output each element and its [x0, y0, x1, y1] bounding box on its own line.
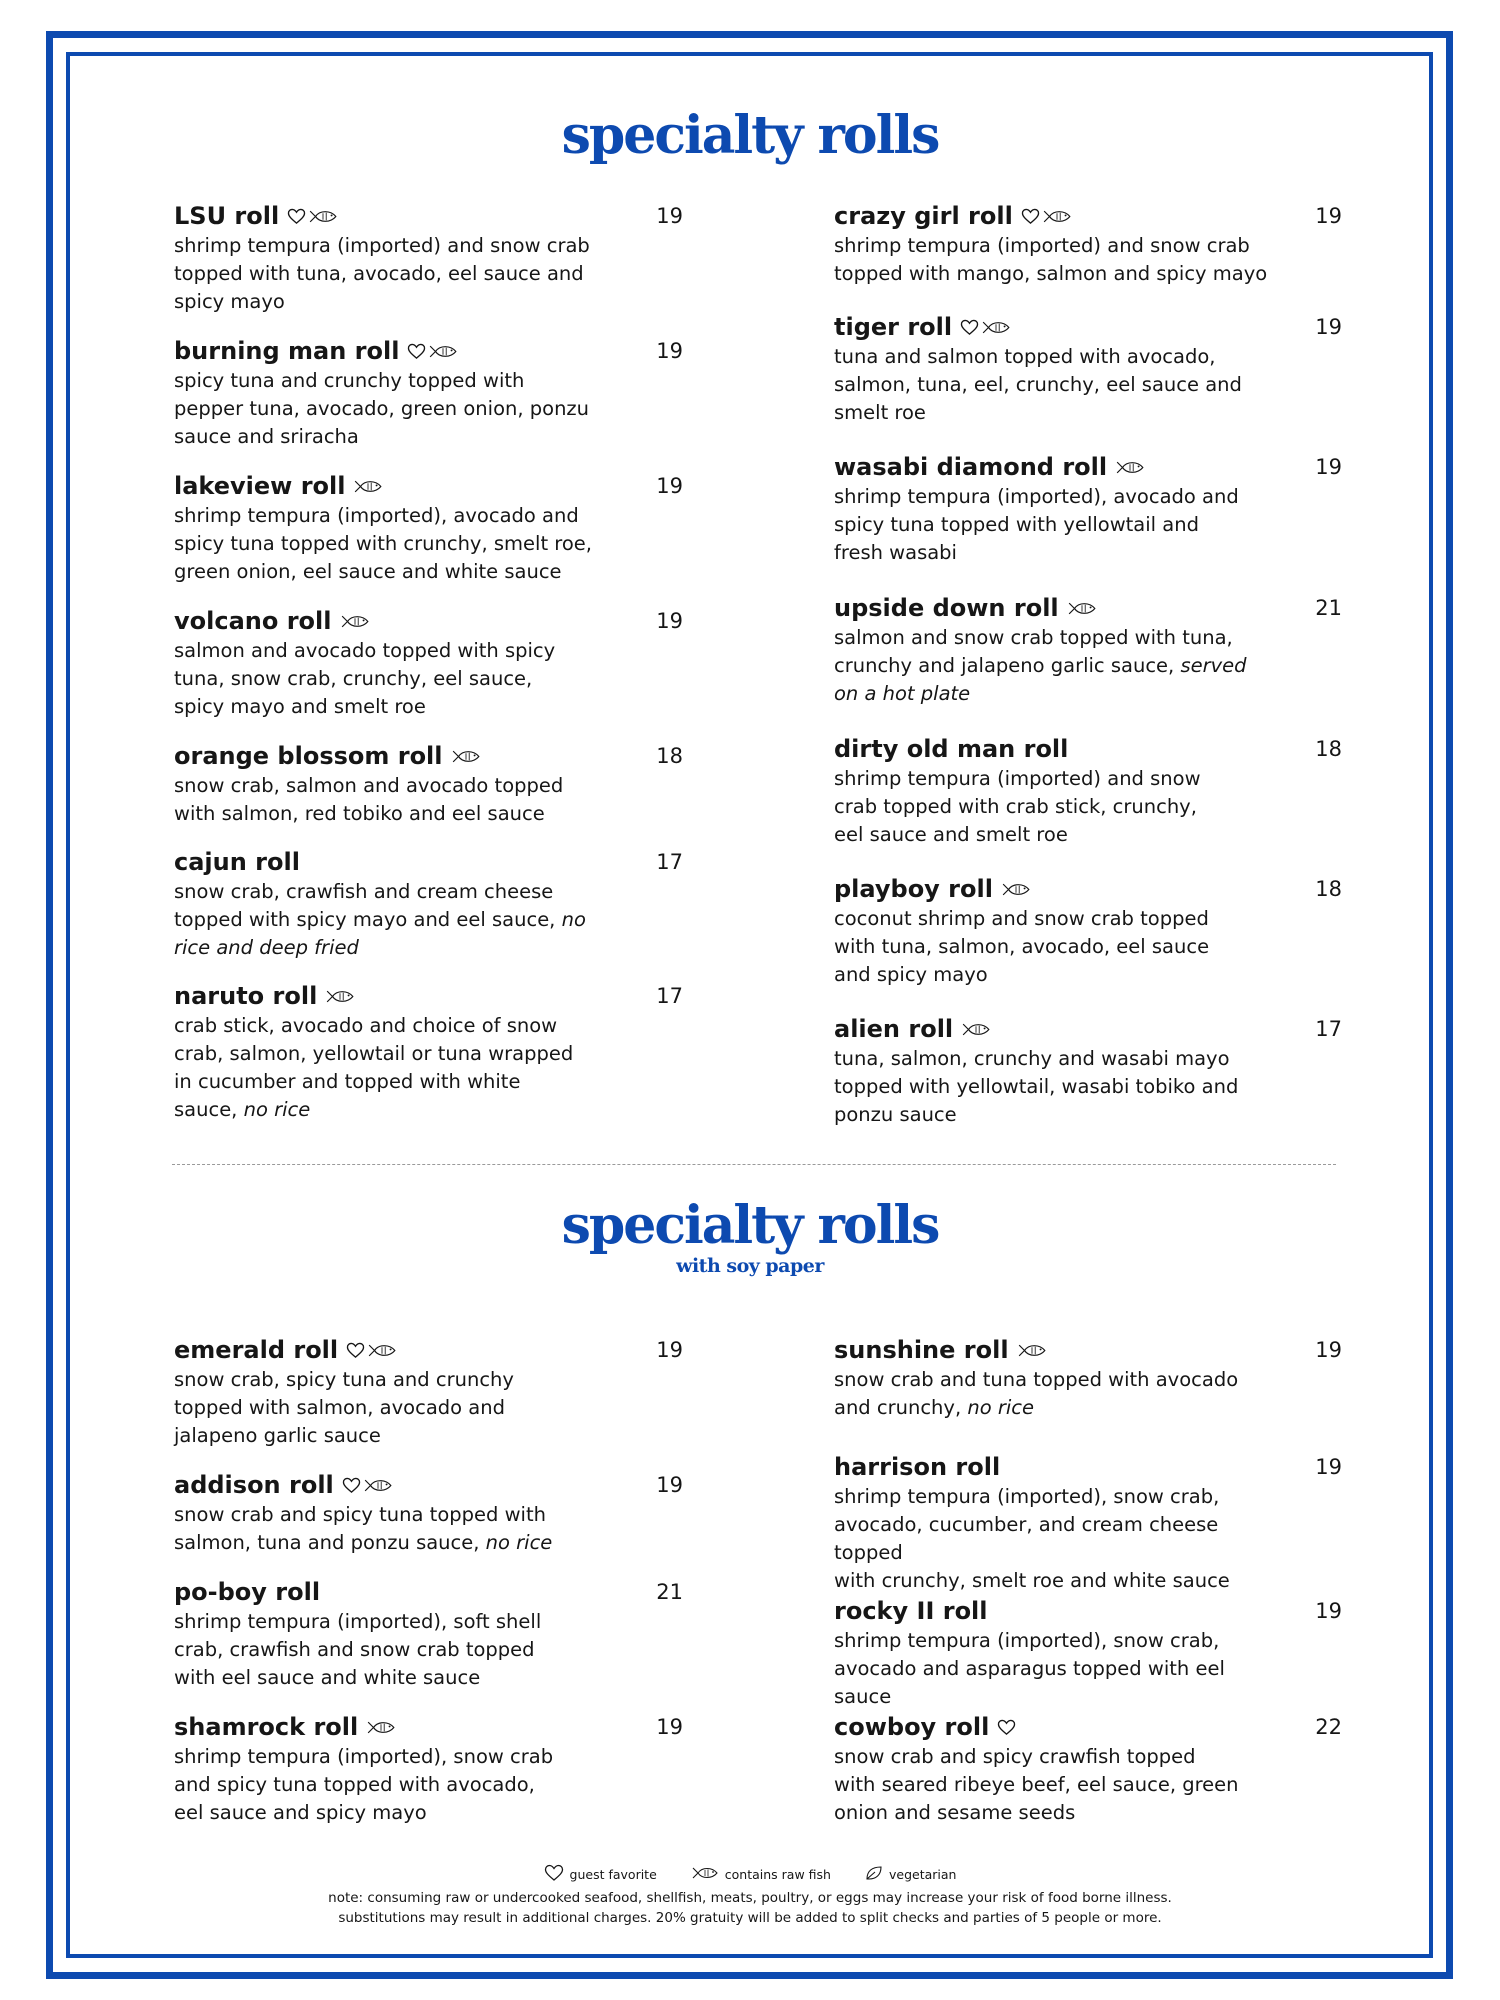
item-description-line: eel sauce and smelt roe	[834, 823, 1068, 846]
fish-icon	[1115, 460, 1145, 475]
item-description-line: crab stick, avocado and choice of snow	[174, 1014, 558, 1037]
item-description-line: shrimp tempura (imported), avocado and	[174, 504, 579, 527]
disclaimer-note-line-1: note: consuming raw or undercooked seafood, shellfish, meats, poultry, or eggs may increase your risk of food borne illness.	[328, 1890, 1172, 1906]
item-description	[174, 502, 614, 586]
fish-icon	[1001, 882, 1031, 897]
item-name: playboy roll	[834, 875, 993, 903]
item-note: no rice and deep fried	[174, 908, 586, 959]
item-icons	[346, 1342, 397, 1359]
legend-label: guest favorite	[569, 1867, 657, 1882]
item-icons	[353, 479, 383, 494]
item-description-line: onion and sesame seeds	[834, 1801, 1076, 1824]
item-price: 22	[1315, 1715, 1342, 1739]
item-description-line: tuna and salmon topped with avocado,	[834, 345, 1216, 368]
item-price: 19	[656, 204, 683, 228]
item-description-line: green onion, eel sauce and white sauce	[174, 560, 562, 583]
item-note: served on a hot plate	[834, 654, 1247, 705]
item-name: dirty old man roll	[834, 735, 1069, 763]
item-description-line: crunchy and jalapeno garlic sauce,	[834, 654, 1175, 677]
menu-item	[174, 1334, 734, 1450]
item-description-line: spicy tuna topped with yellowtail and	[834, 513, 1199, 536]
icon-legend	[0, 1864, 1500, 1885]
item-name: orange blossom roll	[174, 742, 443, 770]
menu-item	[174, 846, 734, 962]
item-name: naruto roll	[174, 982, 318, 1010]
legend-vegetarian	[865, 1865, 956, 1884]
item-name: lakeview roll	[174, 472, 346, 500]
item-price: 21	[1315, 596, 1342, 620]
item-price: 19	[656, 339, 683, 363]
item-description-line: shrimp tempura (imported), snow crab	[174, 1745, 554, 1768]
item-description-line: crab, salmon, yellowtail or tuna wrapped	[174, 1042, 574, 1065]
menu-item	[834, 451, 1394, 567]
item-description-line: with seared ribeye beef, eel sauce, green	[834, 1773, 1239, 1796]
item-description	[834, 765, 1274, 849]
menu-item	[174, 1576, 734, 1692]
item-description-line: avocado and asparagus topped with eel sauce	[834, 1657, 1225, 1708]
item-description-line: in cucumber and topped with white	[174, 1070, 521, 1093]
item-icons	[1067, 601, 1097, 616]
item-price: 18	[656, 744, 683, 768]
fish-icon	[363, 1478, 393, 1493]
item-description-line: snow crab and tuna topped with avocado	[834, 1368, 1239, 1391]
item-price: 19	[656, 1473, 683, 1497]
item-description	[174, 1743, 614, 1827]
item-description-line: tuna, snow crab, crunchy, eel sauce,	[174, 667, 533, 690]
menu-item	[174, 470, 734, 586]
item-description	[834, 1627, 1274, 1711]
item-description	[834, 232, 1274, 288]
menu-item	[174, 335, 734, 451]
item-description-line: fresh wasabi	[834, 541, 957, 564]
item-name: alien roll	[834, 1015, 954, 1043]
item-description-line: smelt roe	[834, 401, 926, 424]
item-description-line: topped with yellowtail, wasabi tobiko and	[834, 1075, 1239, 1098]
item-icons	[1115, 460, 1145, 475]
menu-item	[834, 1595, 1394, 1711]
item-description	[834, 905, 1274, 989]
fish-icon	[428, 344, 458, 359]
item-description-line: spicy mayo and smelt roe	[174, 695, 426, 718]
item-icons	[961, 1022, 991, 1037]
item-description-line: crab topped with crab stick, crunchy,	[834, 795, 1197, 818]
heart-icon	[342, 1477, 361, 1494]
item-name: cajun roll	[174, 848, 300, 876]
legend-label: contains raw fish	[724, 1867, 831, 1882]
menu-item	[174, 605, 734, 721]
item-icons	[1017, 1343, 1047, 1358]
item-note: no rice	[485, 1531, 553, 1554]
item-price: 19	[1315, 1338, 1342, 1362]
fish-icon	[981, 320, 1011, 335]
item-description-line: salmon and avocado topped with spicy	[174, 639, 556, 662]
fish-icon	[1017, 1343, 1047, 1358]
fish-icon	[1067, 601, 1097, 616]
menu-item	[834, 1711, 1394, 1827]
item-description-line: and spicy tuna topped with avocado,	[174, 1773, 535, 1796]
menu-item	[174, 1711, 734, 1827]
item-name: sunshine roll	[834, 1336, 1009, 1364]
item-description-line: coconut shrimp and snow crab topped	[834, 907, 1209, 930]
item-description-line: snow crab and spicy crawfish topped	[834, 1745, 1196, 1768]
legend-label: vegetarian	[888, 1867, 957, 1882]
leaf-icon	[865, 1865, 883, 1884]
item-note: no rice	[967, 1396, 1035, 1419]
heart-icon	[960, 319, 979, 336]
item-icons	[287, 208, 338, 225]
item-description	[174, 772, 614, 828]
item-description-line: with eel sauce and white sauce	[174, 1666, 481, 1689]
item-description-line: snow crab, salmon and avocado topped	[174, 774, 564, 797]
fish-icon	[367, 1343, 397, 1358]
item-description	[834, 483, 1274, 567]
menu-item	[174, 740, 734, 828]
item-description-line: and spicy mayo	[834, 963, 988, 986]
fish-icon	[325, 989, 355, 1004]
item-description-line: with tuna, salmon, avocado, eel sauce	[834, 935, 1210, 958]
heart-icon	[407, 343, 426, 360]
item-description-line: shrimp tempura (imported) and snow crab	[834, 234, 1250, 257]
menu-item	[834, 311, 1394, 427]
item-description-line: with salmon, red tobiko and eel sauce	[174, 802, 545, 825]
item-icons	[340, 614, 370, 629]
item-name: emerald roll	[174, 1336, 339, 1364]
item-description-line: tuna, salmon, crunchy and wasabi mayo	[834, 1047, 1230, 1070]
item-price: 19	[656, 609, 683, 633]
item-name: LSU roll	[174, 202, 280, 230]
item-description-line: salmon, tuna and ponzu sauce,	[174, 1531, 480, 1554]
heart-icon	[287, 208, 306, 225]
item-description-line: avocado, cucumber, and cream cheese topped	[834, 1513, 1219, 1564]
item-price: 19	[1315, 1599, 1342, 1623]
item-note: no rice	[243, 1098, 311, 1121]
item-description-line: snow crab, spicy tuna and crunchy	[174, 1368, 514, 1391]
item-name: harrison roll	[834, 1453, 1001, 1481]
item-name: tiger roll	[834, 313, 953, 341]
fish-icon	[308, 209, 338, 224]
item-description	[834, 1045, 1274, 1129]
heart-icon	[997, 1719, 1016, 1736]
item-icons	[342, 1477, 393, 1494]
fish-icon	[340, 614, 370, 629]
item-description	[834, 1366, 1274, 1422]
item-description-line: salmon, tuna, eel, crunchy, eel sauce and	[834, 373, 1242, 396]
item-name: rocky II roll	[834, 1597, 988, 1625]
item-icons	[325, 989, 355, 1004]
item-description-line: with crunchy, smelt roe and white sauce	[834, 1569, 1230, 1592]
item-description-line: spicy tuna and crunchy topped with	[174, 369, 525, 392]
item-name: po-boy roll	[174, 1578, 321, 1606]
item-description-line: spicy tuna topped with crunchy, smelt roe,	[174, 532, 593, 555]
item-description	[174, 878, 614, 962]
item-price: 19	[1315, 455, 1342, 479]
menu-item	[174, 200, 734, 316]
item-icons	[1021, 208, 1072, 225]
item-price: 19	[656, 474, 683, 498]
item-description	[174, 1366, 614, 1450]
item-description-line: crab, crawfish and snow crab topped	[174, 1638, 535, 1661]
item-icons	[997, 1719, 1016, 1736]
section-subtitle: with soy paper	[676, 1255, 824, 1277]
item-description	[174, 637, 614, 721]
fish-icon	[353, 479, 383, 494]
item-price: 19	[656, 1338, 683, 1362]
item-icons	[366, 1720, 396, 1735]
item-description-line: topped with salmon, avocado and	[174, 1396, 505, 1419]
item-description-line: sauce and sriracha	[174, 425, 359, 448]
fish-icon	[451, 749, 481, 764]
menu-item	[174, 1469, 734, 1557]
item-description-line: sauce,	[174, 1098, 238, 1121]
item-price: 18	[1315, 877, 1342, 901]
item-description-line: shrimp tempura (imported), snow crab,	[834, 1485, 1220, 1508]
item-description	[174, 367, 614, 451]
item-description-line: salmon and snow crab topped with tuna,	[834, 626, 1233, 649]
item-description-line: topped with tuna, avocado, eel sauce and	[174, 262, 584, 285]
item-price: 19	[1315, 315, 1342, 339]
section-divider	[172, 1164, 1336, 1165]
menu-item	[834, 1334, 1394, 1422]
heart-icon	[346, 1342, 365, 1359]
disclaimer-note-line-2: substitutions may result in additional charges. 20% gratuity will be added to split checks and parties of 5 people or more.	[338, 1910, 1162, 1926]
item-price: 17	[1315, 1017, 1342, 1041]
item-name: burning man roll	[174, 337, 400, 365]
fish-icon	[366, 1720, 396, 1735]
item-description-line: snow crab, crawfish and cream cheese	[174, 880, 554, 903]
legend-guest-favorite	[544, 1864, 657, 1885]
legend-raw-fish	[691, 1866, 831, 1883]
menu-item	[834, 873, 1394, 989]
item-description	[174, 1012, 614, 1124]
item-description-line: jalapeno garlic sauce	[174, 1424, 381, 1447]
item-description	[174, 232, 614, 316]
heart-icon	[1021, 208, 1040, 225]
item-description-line: shrimp tempura (imported), snow crab,	[834, 1629, 1220, 1652]
item-description-line: snow crab and spicy tuna topped with	[174, 1503, 546, 1526]
item-price: 19	[1315, 1455, 1342, 1479]
item-price: 17	[656, 984, 683, 1008]
item-name: upside down roll	[834, 594, 1059, 622]
item-description	[834, 624, 1274, 708]
item-description-line: eel sauce and spicy mayo	[174, 1801, 427, 1824]
item-price: 21	[656, 1580, 683, 1604]
item-icons	[451, 749, 481, 764]
item-description-line: shrimp tempura (imported) and snow crab	[174, 234, 590, 257]
item-description-line: shrimp tempura (imported) and snow	[834, 767, 1201, 790]
item-price: 18	[1315, 737, 1342, 761]
item-description-line: topped with spicy mayo and eel sauce,	[174, 908, 556, 931]
item-name: addison roll	[174, 1471, 334, 1499]
item-description-line: and crunchy,	[834, 1396, 962, 1419]
item-price: 17	[656, 850, 683, 874]
fish-icon	[961, 1022, 991, 1037]
menu-item	[834, 592, 1394, 708]
item-description	[834, 1743, 1274, 1827]
item-description	[834, 1483, 1274, 1595]
item-description-line: spicy mayo	[174, 290, 285, 313]
item-description-line: topped with mango, salmon and spicy mayo	[834, 262, 1268, 285]
section-title-soy-paper-rolls: specialty rolls	[561, 1195, 939, 1256]
item-description	[174, 1501, 614, 1557]
item-name: cowboy roll	[834, 1713, 990, 1741]
heart-icon	[544, 1864, 564, 1885]
item-icons	[960, 319, 1011, 336]
menu-item	[834, 1451, 1394, 1595]
item-price: 19	[656, 1715, 683, 1739]
item-description-line: pepper tuna, avocado, green onion, ponzu	[174, 397, 590, 420]
item-name: shamrock roll	[174, 1713, 359, 1741]
item-name: volcano roll	[174, 607, 332, 635]
fish-icon	[1042, 209, 1072, 224]
menu-item	[834, 200, 1394, 288]
menu-item	[834, 733, 1394, 849]
item-description-line: shrimp tempura (imported), avocado and	[834, 485, 1239, 508]
fish-icon	[691, 1866, 719, 1883]
menu-item	[834, 1013, 1394, 1129]
item-description	[174, 1608, 614, 1692]
item-description-line: shrimp tempura (imported), soft shell	[174, 1610, 542, 1633]
item-price: 19	[1315, 204, 1342, 228]
section-title-specialty-rolls: specialty rolls	[561, 105, 939, 166]
item-icons	[1001, 882, 1031, 897]
item-description	[834, 343, 1274, 427]
item-name: wasabi diamond roll	[834, 453, 1108, 481]
item-icons	[407, 343, 458, 360]
item-name: crazy girl roll	[834, 202, 1013, 230]
item-description-line: ponzu sauce	[834, 1103, 957, 1126]
menu-item	[174, 980, 734, 1124]
